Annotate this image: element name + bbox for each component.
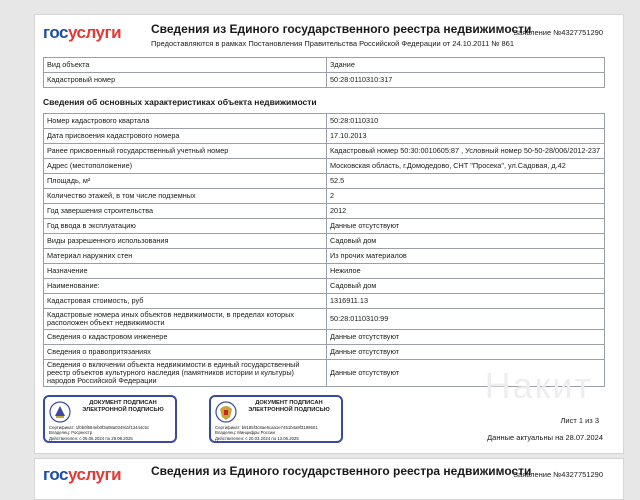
data-actual-date: Данные актуальны на 28.07.2024 [487,433,603,442]
field-value: 2012 [327,204,605,219]
rosreestr-emblem-icon [49,401,71,423]
table-row [44,58,605,73]
field-value: 50:28:0110310:99 [327,309,605,330]
table-row [44,114,605,129]
field-label: Сведения о кадастровом инженере [44,330,327,345]
table-row [44,174,605,189]
field-value: 52.5 [327,174,605,189]
sheet-number: Лист 1 из 3 [560,416,599,425]
document-title: Сведения из Единого государственного реестра недвижимости [151,464,532,478]
stamp-valid: Действителен: с 20.03.2024 по 13.06.2025 [215,435,299,441]
field-label: Кадастровый номер [44,73,327,88]
field-value: Данные отсутствуют [327,360,605,387]
table-row [44,73,605,88]
object-table [43,57,605,88]
table-row [44,249,605,264]
field-label: Материал наружних стен [44,249,327,264]
field-value: 1316911.13 [327,294,605,309]
field-value: 2 [327,189,605,204]
field-value: Нежилое [327,264,605,279]
stamp-valid: Действителен: с 05.06.2024 по 29.08.2025 [49,435,133,441]
table-row [44,279,605,294]
table-row [44,345,605,360]
characteristics-table [43,113,605,387]
signature-stamp-rosreestr [43,395,177,443]
stamp-title: ДОКУМЕНТ ПОДПИСАН ЭЛЕКТРОННОЙ ПОДПИСЬЮ [248,400,330,413]
table-row [44,234,605,249]
field-value: Садовый дом [327,234,605,249]
field-value: 17.10.2013 [327,129,605,144]
stamp-meta [215,425,318,441]
field-value: 50:28:0110310 [327,114,605,129]
table-row [44,144,605,159]
field-label: Наименование: [44,279,327,294]
table-row [44,219,605,234]
stamp-cert: Сертификат: 1f0b0f584eb0f3a08a034911f13444c5c [49,425,149,430]
stamp-owner: Владелец: Минцифры России [215,430,275,436]
table-row [44,204,605,219]
field-value: Московская область, г.Домодедово, СНТ "Просека", ул.Садовая, д.42 [327,159,605,174]
watermark: Накит [484,365,593,406]
table-row [44,129,605,144]
table-row [44,294,605,309]
stamp-cert: Сертификат: b5185f3c8ae6caa1e7451b4a9f3199501 [215,425,318,430]
field-label: Номер кадастрового квартала [44,114,327,129]
field-value: Данные отсутствуют [327,330,605,345]
table-row [44,159,605,174]
field-label: Вид объекта [44,58,327,73]
gosuslugi-logo[interactable]: госуслуги [43,23,122,42]
field-label: Сведения о включении объекта недвижимости в единый государственный реестр объектов культурного наследия (памятников истории и культуры) народов Российской Федерации [44,360,327,387]
gosuslugi-logo[interactable]: госуслуги [43,465,122,484]
field-label: Адрес (местоположение) [44,159,327,174]
field-value: Данные отсутствуют [327,345,605,360]
signature-stamp-mincifry [209,395,343,443]
document-subtitle: Предоставляются в рамках Постановления Правительства Российской Федерации от 24.10.2011 № 861 [151,39,515,48]
stamp-meta [49,425,149,441]
field-label: Сведения о правопритязаниях [44,345,327,360]
field-label: Назначение [44,264,327,279]
table-row [44,264,605,279]
stamp-title: ДОКУМЕНТ ПОДПИСАН ЭЛЕКТРОННОЙ ПОДПИСЬЮ [82,400,164,413]
field-value: Кадастровый номер 50:30:0010605:87 , Условный номер 50-50-28/006/2012-237 [327,144,605,159]
field-value: Здание [327,58,605,73]
document-title: Сведения из Единого государственного реестра недвижимости [151,22,532,36]
document-page-2 [34,458,624,500]
statement-number: Заявление №4327751290 [513,28,603,37]
field-label: Дата присвоения кадастрового номера [44,129,327,144]
field-label: Ранее присвоенный государственный учетный номер [44,144,327,159]
statement-number: Заявление №4327751290 [513,470,603,479]
coat-of-arms-icon [215,401,237,423]
table-row [44,330,605,345]
field-value: Из прочих материалов [327,249,605,264]
field-label: Год ввода в эксплуатацию [44,219,327,234]
field-label: Кадастровая стоимость, руб [44,294,327,309]
field-value: 50:28:0110310:317 [327,73,605,88]
stamp-owner: Владелец: Росреестр [49,430,93,436]
field-label: Год завершения строительства [44,204,327,219]
field-label: Количество этажей, в том числе подземных [44,189,327,204]
field-label: Виды разрешенного использования [44,234,327,249]
section-title: Сведения об основных характеристиках объекта недвижимости [43,97,317,107]
field-label: Площадь, м² [44,174,327,189]
document-page-1 [34,14,624,454]
field-label: Кадастровые номера иных объектов недвижимости, в пределах которых расположен объект недвижимости [44,309,327,330]
field-value: Садовый дом [327,279,605,294]
table-row [44,189,605,204]
table-row [44,309,605,330]
field-value: Данные отсутствуют [327,219,605,234]
